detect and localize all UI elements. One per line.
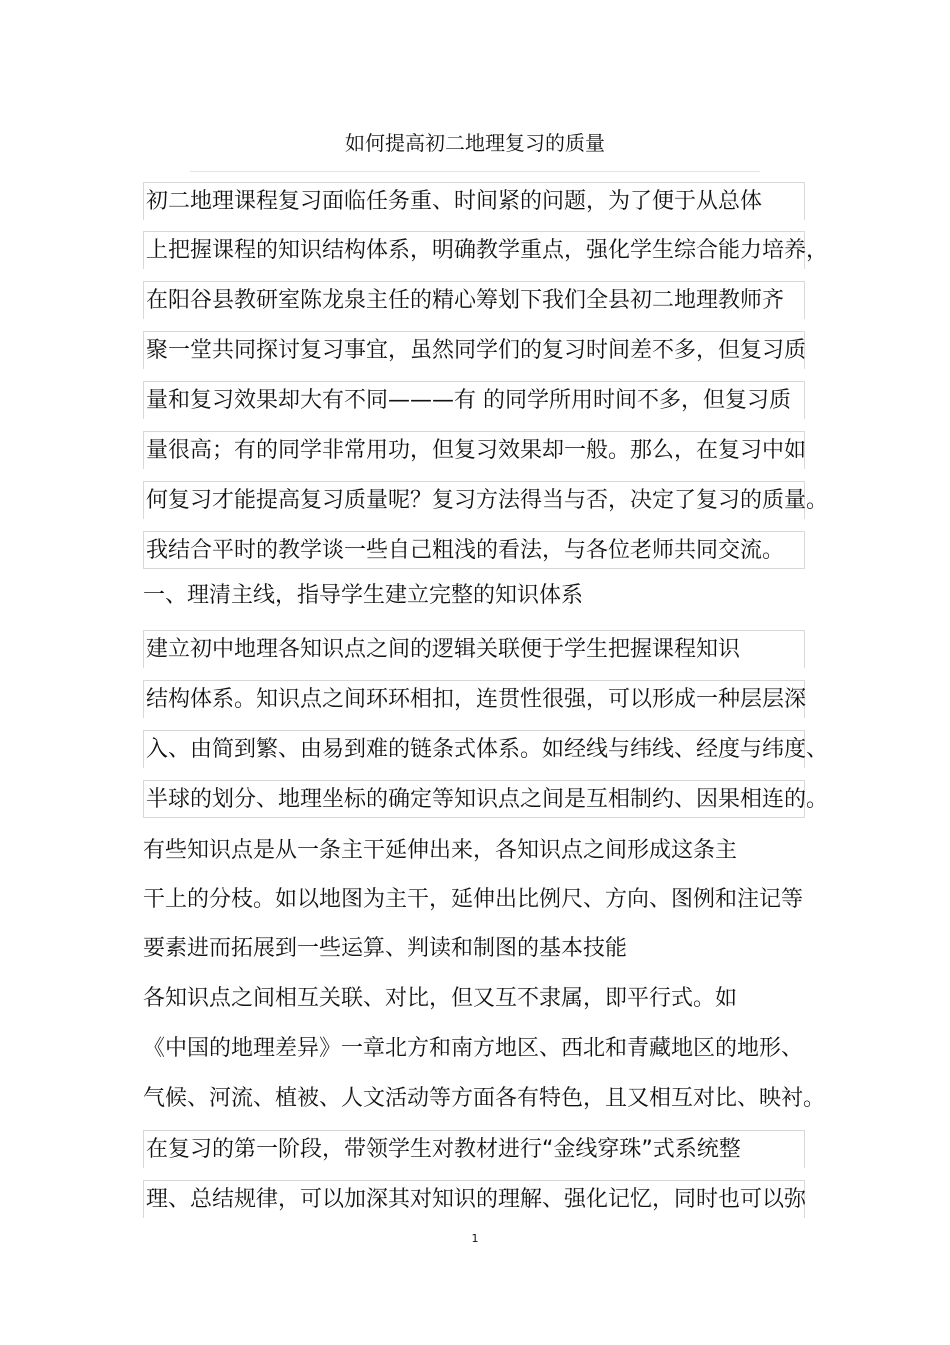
text-line-5: 量和复习效果却大有不同———有 的同学所用时间不多，但复习质: [143, 381, 805, 419]
section-heading-1: 一、理清主线，指导学生建立完整的知识体系: [143, 583, 584, 608]
text-line-11: 结构体系。知识点之间环环相扣，连贯性很强，可以形成一种层层深: [143, 680, 805, 718]
text-line-20: 在复习的第一阶段，带领学生对教材进行“金线穿珠”式系统整: [143, 1130, 805, 1168]
text-line-21: 理、总结规律，可以加深其对知识的理解、强化记忆，同时也可以弥: [143, 1180, 805, 1218]
text-line-19: 气候、河流、植被、人文活动等方面各有特色，且又相互对比、映衬。: [143, 1086, 826, 1111]
text-line-14: 有些知识点是从一条主干延伸出来，各知识点之间形成这条主: [143, 838, 738, 863]
title-divider: [190, 171, 760, 172]
page-number: 1: [471, 1232, 479, 1245]
text-line-1: 初二地理课程复习面临任务重、时间紧的问题，为了便于从总体: [143, 182, 805, 220]
text-line-18: 《中国的地理差异》一章北方和南方地区、西北和青藏地区的地形、: [143, 1036, 804, 1061]
text-line-7: 何复习才能提高复习质量呢？复习方法得当与否，决定了复习的质量。: [143, 481, 805, 519]
text-line-10: 建立初中地理各知识点之间的逻辑关联便于学生把握课程知识: [143, 630, 805, 668]
text-line-15: 干上的分枝。如以地图为主干，延伸出比例尺、方向、图例和注记等: [143, 887, 804, 912]
text-line-2: 上把握课程的知识结构体系，明确教学重点，强化学生综合能力培养，: [143, 231, 805, 269]
text-line-12: 入、由简到繁、由易到难的链条式体系。如经线与纬线、经度与纬度、: [143, 730, 805, 768]
text-line-6: 量很高；有的同学非常用功，但复习效果却一般。那么，在复习中如: [143, 431, 805, 469]
text-line-13: 半球的划分、地理坐标的确定等知识点之间是互相制约、因果相连的。: [143, 780, 805, 818]
text-line-17: 各知识点之间相互关联、对比，但又互不隶属，即平行式。如: [143, 986, 738, 1011]
text-line-16: 要素进而拓展到一些运算、判读和制图的基本技能: [143, 936, 628, 961]
text-line-3: 在阳谷县教研室陈龙泉主任的精心筹划下我们全县初二地理教师齐: [143, 281, 805, 319]
text-line-4: 聚一堂共同探讨复习事宜，虽然同学们的复习时间差不多，但复习质: [143, 331, 805, 369]
text-line-8: 我结合平时的教学谈一些自己粗浅的看法，与各位老师共同交流。: [143, 531, 805, 569]
document-title: 如何提高初二地理复习的质量: [345, 131, 605, 155]
